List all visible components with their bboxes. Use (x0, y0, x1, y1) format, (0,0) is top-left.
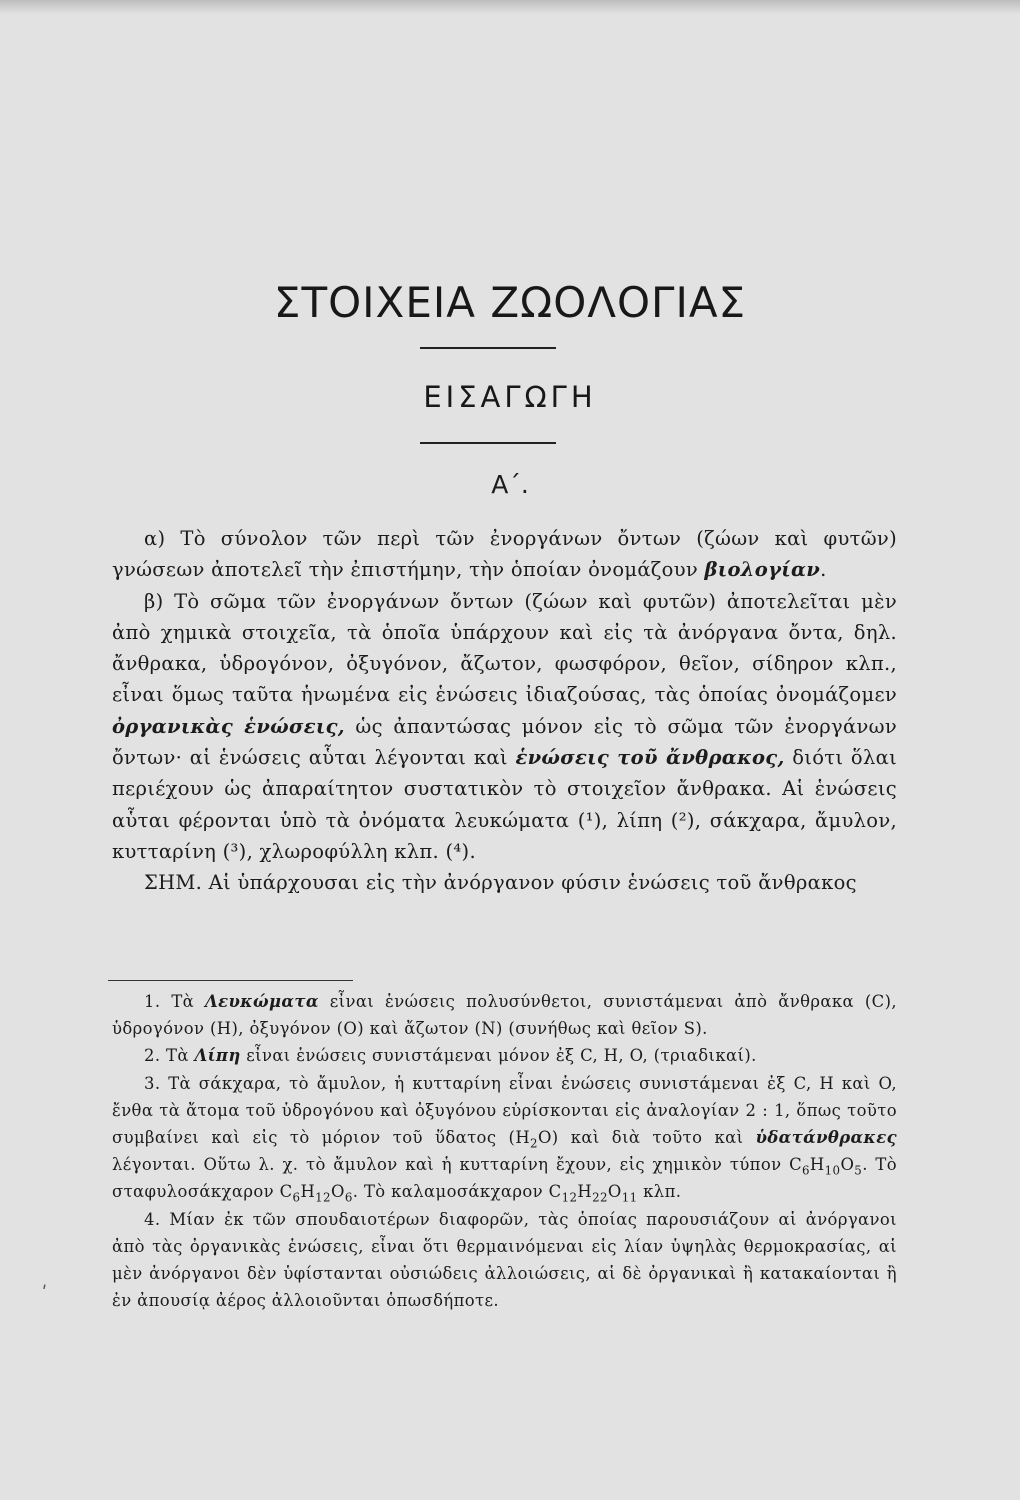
page-title: ΣΤΟΙΧΕΙΑ ΖΩΟΛΟΓΙΑΣ (273, 278, 747, 327)
footnote-4: 4. Μίαν ἐκ τῶν σπουδαιοτέρων διαφορῶν, τὰς ὁποίας παρουσιάζουν αἱ ἀνόργανοι ἀπὸ τὰς ὀργανικὰς ἑνώσεις, εἶναι ὅτι θερμαινόμεναι εἰς λίαν ὑψηλὰς θερμοκρασίας, αἱ μὲν ἀνόργανοι δὲν ὑφίστανται οὐσιώδεις ἀλλοιώσεις, αἱ δὲ ὀργανικαὶ ἢ κατακαίονται ἢ ἐν ἀπουσίᾳ ἀέρος ἀλλοιοῦνται ὁπωσδήποτε. (112, 1209, 897, 1311)
paragraph-a (112, 523, 897, 586)
subscript: 12 (315, 1190, 331, 1205)
subscript: 6 (344, 1190, 353, 1205)
emphasis-term: Λίπη (194, 1046, 241, 1066)
text-run: O) καὶ διὰ τοῦτο καὶ (537, 1128, 756, 1148)
section-heading: ΕΙΣΑΓΩΓΗ (423, 380, 597, 414)
text-run: . (820, 558, 827, 582)
subscript: 22 (592, 1190, 608, 1205)
text-run: H (300, 1182, 316, 1202)
text-run: O (607, 1182, 622, 1202)
paragraph-note: ΣΗΜ. Αἱ ὑπάρχουσαι εἰς τὴν ἀνόργανον φύσιν ἑνώσεις τοῦ ἄνθρακος (144, 871, 857, 895)
footnote-3 (112, 1070, 897, 1206)
text-run: O (330, 1182, 345, 1202)
main-text (112, 523, 897, 899)
emphasis-term: ὀργανικὰς ἑνώσεις, (112, 714, 345, 738)
text-run: εἶναι ἑνώσεις πολυσύνθετοι, συνιστάμεναι ἀπὸ ἄνθρακα (C), ὑδρογόνον (H), ὀξυγόνον (O) καὶ ἄζωτον (N) (συνήθως καὶ θεῖον S). (112, 992, 897, 1039)
subscript: 5 (854, 1163, 863, 1178)
emphasis-term: ὑδατάνθρακες (755, 1128, 897, 1148)
subscript: 12 (561, 1190, 578, 1205)
text-run: διότι ὅλαι περιέχουν ὡς ἀπαραίτητον συστατικὸν τὸ στοιχεῖον ἄνθρακα. Αἱ ἑνώσεις αὗται φέρονται ὑπὸ τὰ ὀνόματα λευκώματα (¹), λίπη (²), σάκχαρα, ἄμυλον, κυτταρίνη (³), χλωροφύλλη κλπ. (⁴). (112, 746, 898, 863)
margin-mark: ʹ (42, 1283, 48, 1304)
text-run: εἶναι ἑνώσεις συνιστάμεναι μόνον ἐξ C, H, O, (τριαδικαί). (240, 1046, 757, 1066)
text-run: H (809, 1155, 825, 1175)
subscript: 2 (530, 1136, 538, 1151)
text-run: λέγονται. Οὕτω λ. χ. τὸ ἄμυλον καὶ ἡ κυτταρίνη ἔχουν, εἰς χημικὸν τύπον C (112, 1155, 803, 1175)
text-run: 2. Τὰ (144, 1046, 195, 1066)
section-number: Α΄. (491, 470, 529, 499)
text-run: κλπ. (637, 1182, 682, 1202)
emphasis-term: βιολογίαν (704, 558, 821, 582)
emphasis-term: Λευκώματα (205, 992, 319, 1011)
text-run: 3. Τὰ σάκχαρα, τὸ ἄμυλον, ἡ κυτταρίνη εἶναι ἑνώσεις συνιστάμεναι ἐξ C, H καὶ O, ἔνθα τὰ ἄτομα τοῦ ὑδρογόνου καὶ ὀξυγόνου εὑρίσκονται εἰς ἀναλογίαν 2 : 1, ὅπως τοῦτο συμβαίνει καὶ εἰς τὸ μόριον τοῦ ὕδατος (H (112, 1073, 897, 1148)
text-run: α) Τὸ σύνολον τῶν περὶ τῶν ἐνοργάνων ὄντων (ζώων καὶ φυτῶν) γνώσεων ἀποτελεῖ τὴν ἐπιστήμην, τὴν ὁποίαν ὀνομάζουν (112, 527, 897, 582)
text-run: β) Τὸ σῶμα τῶν ἐνοργάνων ὄντων (ζώων καὶ φυτῶν) ἀποτελεῖται μὲν ἀπὸ χημικὰ στοιχεῖα, τὰ ὁποῖα ὑπάρχουν καὶ εἰς τὰ ἀνόργανα ὄντα, δηλ. ἄνθρακα, ὑδρογόνον, ὀξυγόνον, ἄζωτον, φωσφόρον, θεῖον, σίδηρον κλπ., εἶναι ὅμως ταῦτα ἡνωμένα εἰς ἑνώσεις ἰδιαζούσας, τὰς ὁποίας ὀνομάζομεν (112, 589, 897, 707)
text-run: ὡς ἀπαντώσας μόνον εἰς τὸ σῶμα τῶν ἐνοργάνων ὄντων· αἱ ἑνώσεις αὗται λέγονται καὶ (112, 714, 897, 770)
title-rule (420, 347, 556, 349)
subscript: 6 (802, 1163, 810, 1178)
text-run: H (577, 1182, 593, 1202)
paragraph-b (112, 586, 897, 868)
text-run: O (840, 1155, 855, 1175)
footnote-1 (112, 988, 897, 1042)
text-run: 1. Τὰ (144, 992, 206, 1011)
subscript: 6 (292, 1190, 301, 1205)
subscript: 11 (621, 1190, 638, 1205)
heading-rule (420, 442, 556, 444)
text-run: . Τὸ σταφυλοσάκχαρον C (112, 1155, 897, 1202)
footnote-2 (112, 1042, 897, 1069)
subscript: 10 (824, 1163, 841, 1178)
text-run: . Τὸ καλαμοσάκχαρον C (352, 1182, 562, 1202)
emphasis-term: ἑνώσεις τοῦ ἄνθρακος, (515, 746, 785, 770)
footnote-divider (108, 980, 353, 981)
page-top-edge (0, 0, 1020, 14)
footnotes (112, 988, 897, 1314)
